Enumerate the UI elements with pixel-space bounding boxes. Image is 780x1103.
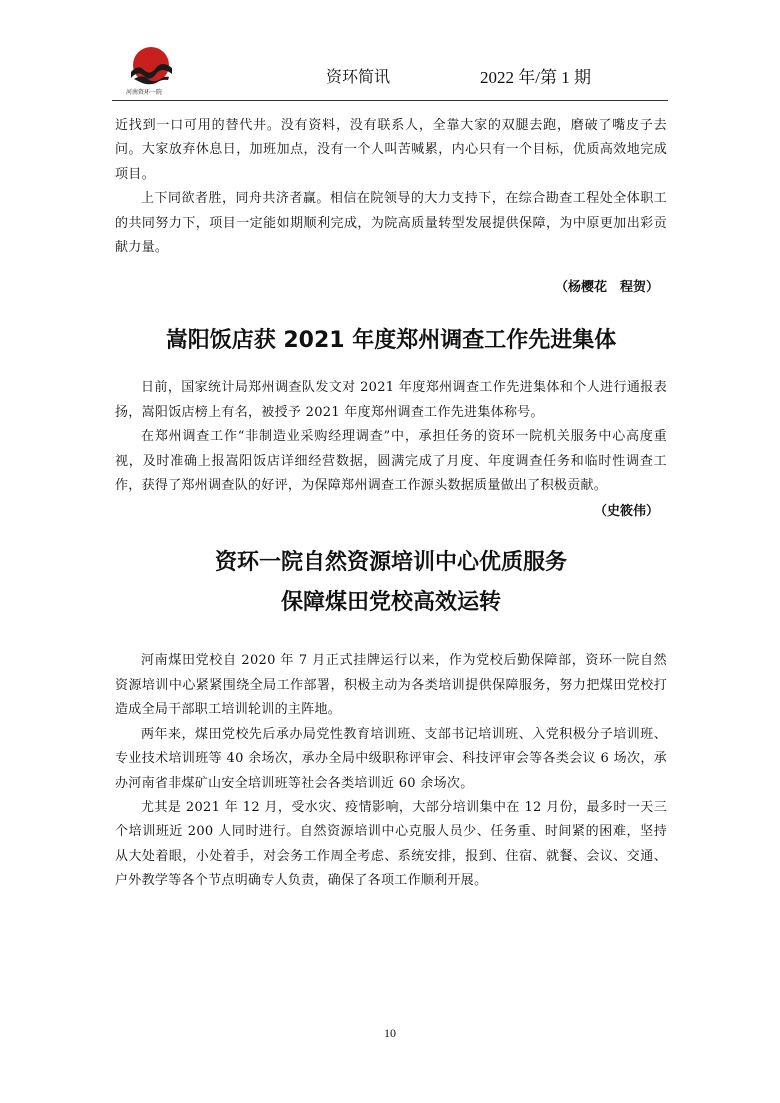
institute-logo [128,46,174,88]
article3-title-line1: 资环一院自然资源培训中心优质服务 [214,550,567,576]
page-header [112,38,668,101]
article1-paragraph-1: 近找到一口可用的替代井。没有资料，没有联系人，全靠大家的双腿去跑，磨破了嘴皮子去问。大家放弃休息日，加班加点，没有一个人叫苦喊累，内心只有一个目标，优质高效地完成项目。 [115,118,667,182]
article3-paragraph-1: 河南煤田党校自 2020 年 7 月正式挂牌运行以来，作为党校后勤保障部，资环一院自然资源培训中心紧紧围绕全局工作部署，积极主动为各类培训提供保障服务，努力把煤田党校打造成全局干部职工培训轮训的主阵地。 [115,653,667,718]
article3-paragraph-2: 两年来，煤田党校先后承办局党性教育培训班、支部书记培训班、入党积极分子培训班、专业技术培训班等 40 余场次，承办全局中级职称评审会、科技评审会等各类会议 6 场次，承办河南省非煤矿山安全培训班等社会各类培训近 60 余场次。 [115,726,667,791]
article2-title: 嵩阳饭店获 2021 年度郑州调查工作先进集体 [165,328,617,354]
article1-author: （杨樱花 程贺） [554,280,659,296]
article2-paragraph-2: 在郑州调查工作“非制造业采购经理调查”中，承担任务的资环一院机关服务中心高度重视，及时准确上报嵩阳饭店详细经营数据，圆满完成了月度、年度调查任务和临时性调查工作，获得了郑州调查队的好评，为保障郑州调查工作源头数据质量做出了积极贡献。 [115,429,667,494]
logo-caption: 河南资环一院 [126,89,163,96]
article3-title-line2: 保障煤田党校高效运转 [280,590,501,616]
issue-number: 2022 年/第 1 期 [480,68,591,87]
article2-author: （史筱伟） [593,504,659,520]
article1-paragraph-2: 上下同欲者胜，同舟共济者赢。相信在院领导的大力支持下，在综合勘查工程处全体职工的共同努力下，项目一定能如期顺利完成，为院高质量转型发展提供保障，为中原更加出彩贡献力量。 [115,191,667,256]
article2-paragraph-1: 日前，国家统计局郑州调查队发文对 2021 年度郑州调查工作先进集体和个人进行通报表扬，嵩阳饭店榜上有名，被授予 2021 年度郑州调查工作先进集体称号。 [115,380,667,420]
publication-name: 资环简讯 [326,67,391,86]
article3-paragraph-3: 尤其是 2021 年 12 月，受水灾、疫情影响，大部分培训集中在 12 月份，最多时一天三个培训班近 200 人同时进行。自然资源培训中心克服人员少、任务重、时间紧的困难，坚持从大处着眼，小处着手，对会务工作周全考虑、系统安排，报到、住宿、就餐、会议、交通、户外教学等各个节点明确专人负责，确保了各项工作顺利开展。 [115,799,667,889]
page-number: 10 [384,1026,396,1040]
page-content [115,114,667,894]
